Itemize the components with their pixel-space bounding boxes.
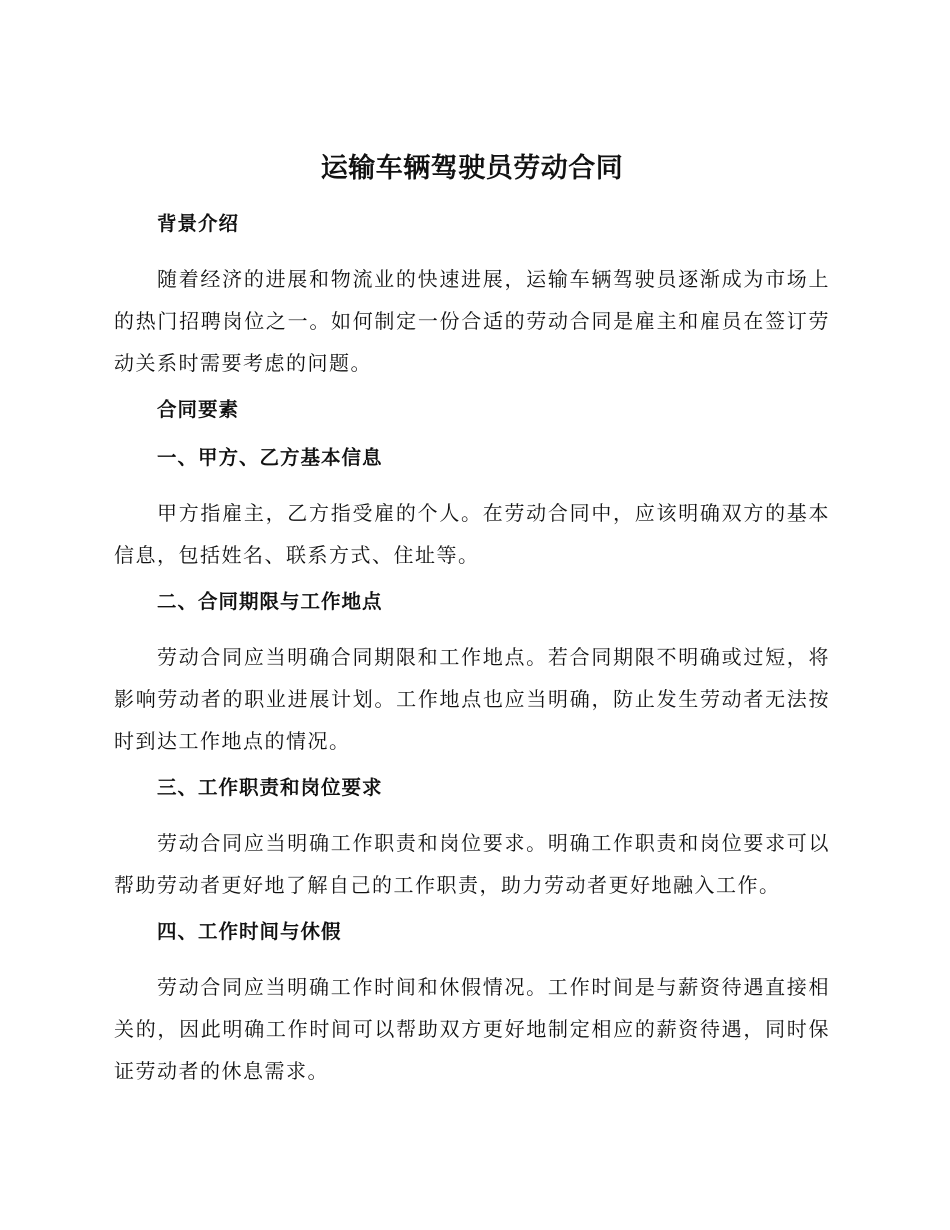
paragraph-duties: 劳动合同应当明确工作职责和岗位要求。明确工作职责和岗位要求可以帮助劳动者更好地了解自己的工作职责，助力劳动者更好地融入工作。 [114, 831, 830, 897]
paragraph-party-info: 甲方指雇主，乙方指受雇的个人。在劳动合同中，应该明确双方的基本信息，包括姓名、联系方式、住址等。 [114, 501, 830, 567]
document-title: 运输车辆驾驶员劳动合同 [320, 153, 624, 184]
section-heading-term-location: 二、合同期限与工作地点 [157, 590, 383, 613]
section-heading-party-info: 一、甲方、乙方基本信息 [157, 446, 383, 469]
section-heading-hours-leave: 四、工作时间与休假 [157, 920, 342, 943]
paragraph-term-location: 劳动合同应当明确合同期限和工作地点。若合同期限不明确或过短，将影响劳动者的职业进展计划。工作地点也应当明确，防止发生劳动者无法按时到达工作地点的情况。 [114, 645, 830, 753]
document-page [114, 150, 830, 1104]
section-heading-duties: 三、工作职责和岗位要求 [157, 776, 383, 799]
paragraph-background: 随着经济的进展和物流业的快速进展，运输车辆驾驶员逐渐成为市场上的热门招聘岗位之一。如何制定一份合适的劳动合同是雇主和雇员在签订劳动关系时需要考虑的问题。 [114, 267, 830, 375]
section-heading-contract-elements: 合同要素 [157, 398, 240, 421]
section-heading-background: 背景介绍 [157, 212, 240, 235]
paragraph-hours-leave: 劳动合同应当明确工作时间和休假情况。工作时间是与薪资待遇直接相关的，因此明确工作时间可以帮助双方更好地制定相应的薪资待遇，同时保证劳动者的休息需求。 [114, 975, 830, 1083]
